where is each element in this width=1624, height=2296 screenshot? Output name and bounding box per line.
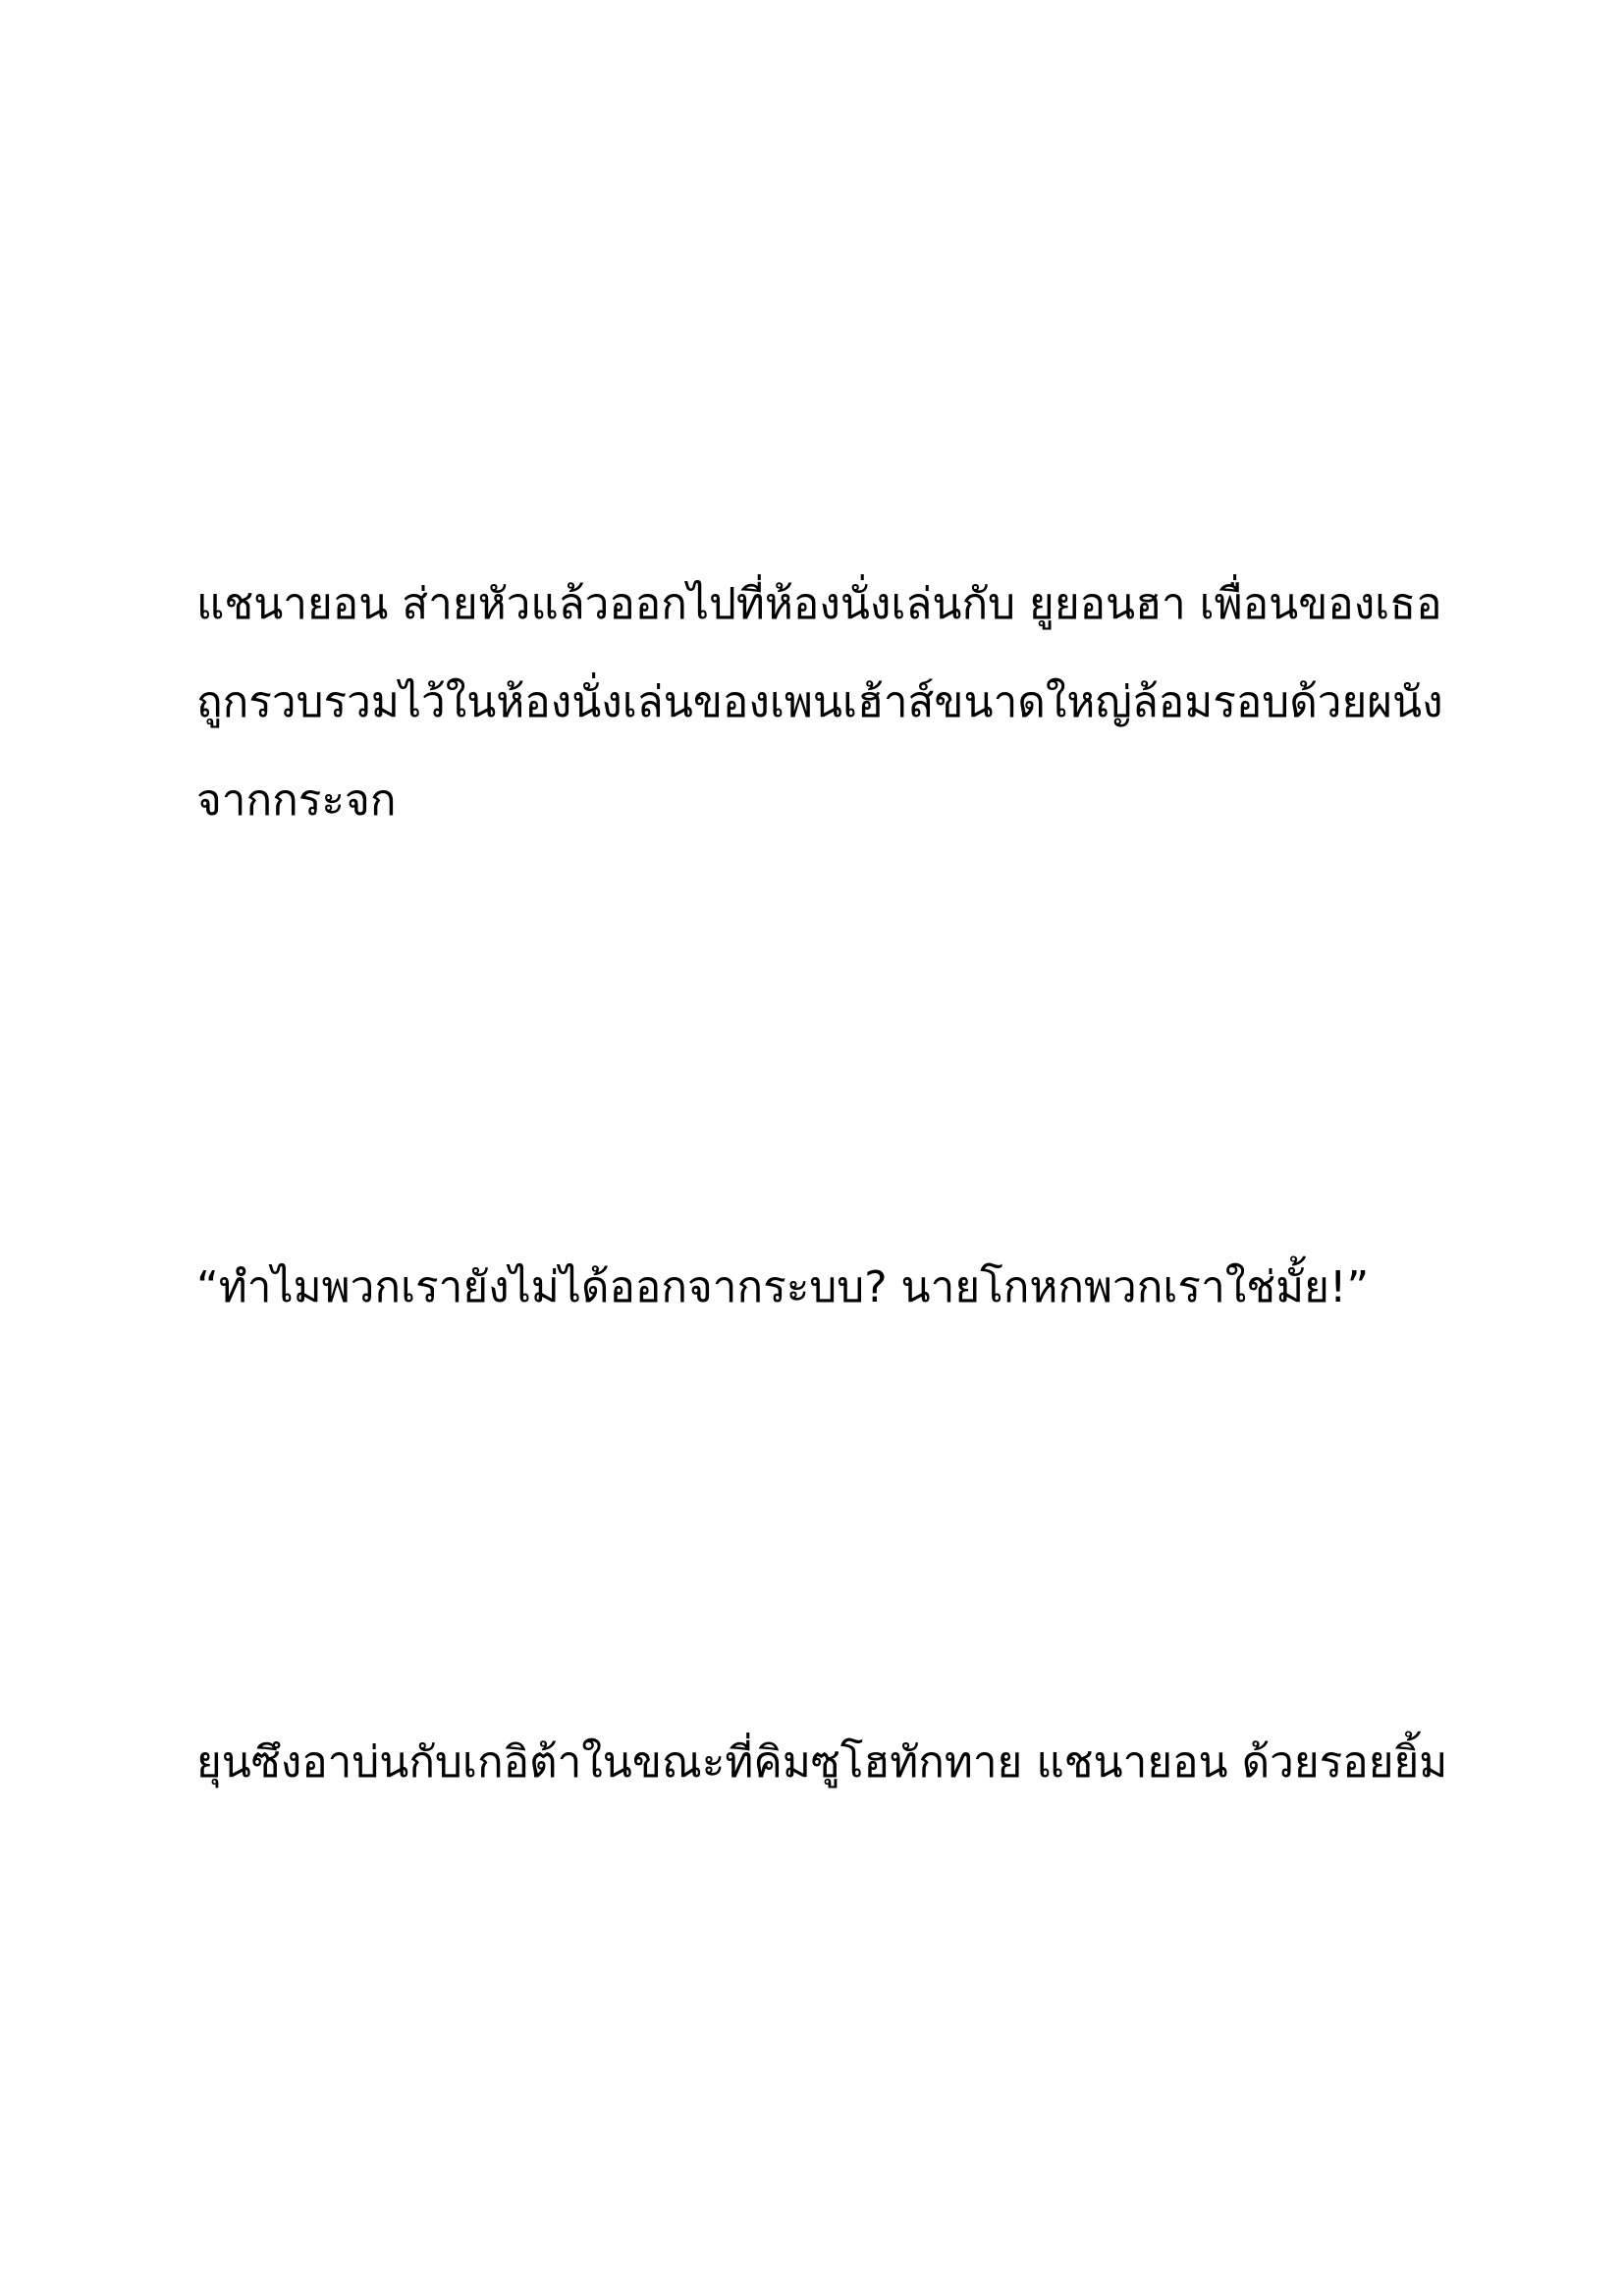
text-line: ยุนซึงอาบ่นกับเกอิต้าในขณะที่คิมซูโฮทักทาย แชนายอน ด้วยรอยยิ้ม [196,1737,1448,1788]
paragraph-1 [196,556,1443,850]
paragraph-2-dialogue [196,1239,1434,1337]
text-line: จากกระจก [196,775,397,826]
text-line: “ทำไมพวกเรายังไม่ได้ออกจากระบบ? นายโกหกพวกเราใช่มั้ย!” [196,1262,1370,1312]
text-line: แชนายอน ส่ายหัวแล้วออกไปที่ห้องนั่งเล่นกับ ยูยอนฮา เพื่อนของเธอ [196,579,1442,629]
paragraph-3 [196,1714,1448,1812]
text-line: ถูกรวบรวมไว้ในห้องนั่งเล่นของเพนเฮ้าส์ขนาดใหญ่ล้อมรอบด้วยผนัง [196,677,1443,727]
